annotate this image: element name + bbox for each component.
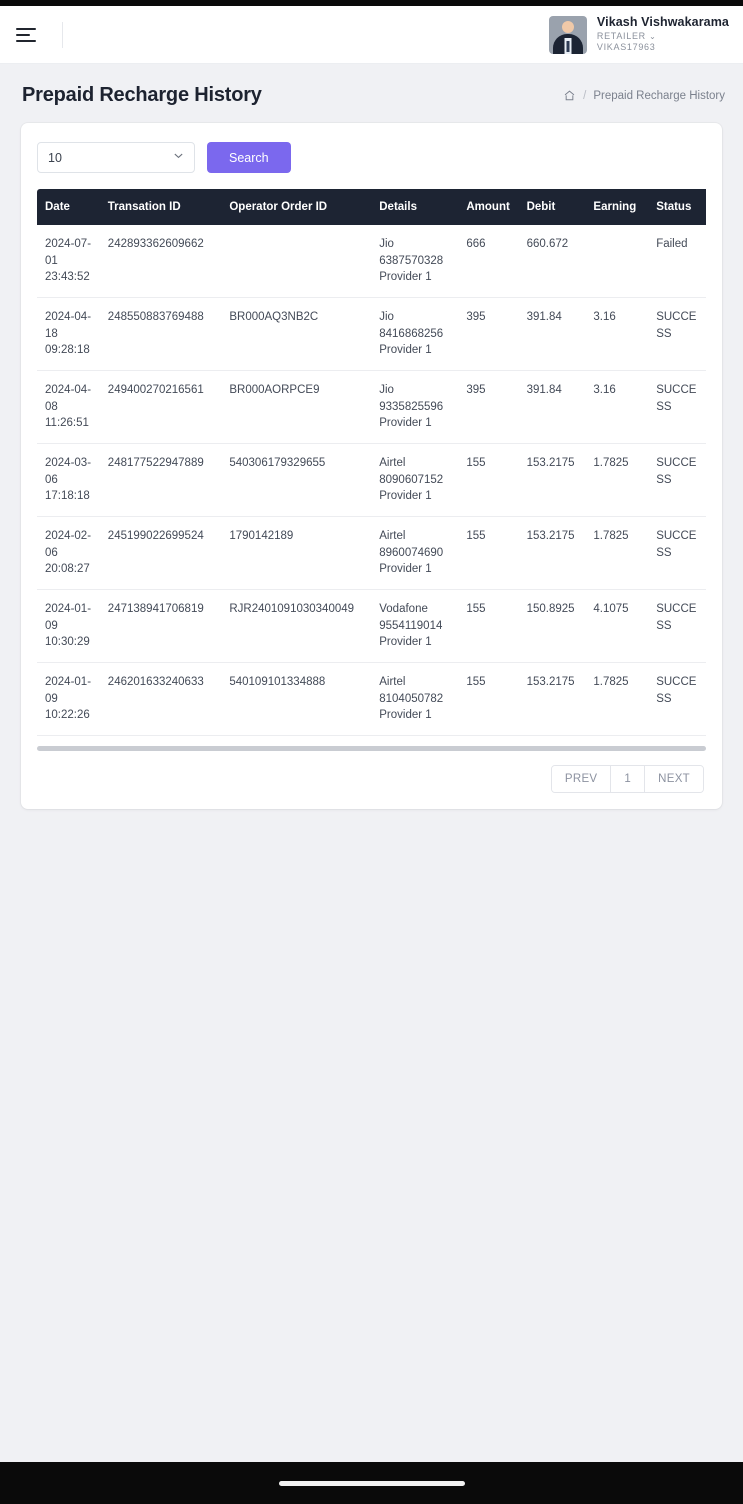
cell-amount: 395	[458, 298, 518, 371]
pagination	[21, 751, 722, 795]
cell-details: Airtel 8104050782 Provider 1	[371, 663, 458, 736]
cell-amount: 155	[458, 517, 518, 590]
device-nav-bar	[0, 1462, 743, 1504]
hamburger-icon[interactable]	[16, 28, 36, 42]
chevron-down-icon[interactable]: ⌄	[649, 32, 657, 42]
cell-amount: 666	[458, 225, 518, 298]
table-row	[37, 444, 706, 517]
header-divider	[62, 22, 63, 48]
table-row	[37, 298, 706, 371]
header-left	[16, 22, 63, 48]
history-card	[21, 123, 722, 809]
cell-operator-order-id: BR000AQ3NB2C	[221, 298, 371, 371]
table-row	[37, 371, 706, 444]
pagination-next[interactable]: NEXT	[644, 766, 703, 792]
cell-debit: 391.84	[519, 298, 586, 371]
app-header	[0, 6, 743, 64]
cell-transaction-id: 242893362609662	[100, 225, 222, 298]
user-role-label: RETAILER	[596, 31, 646, 42]
cell-status: SUCCESS	[648, 517, 706, 590]
pagination-page-1[interactable]: 1	[610, 766, 644, 792]
cell-operator-order-id: 540306179329655	[221, 444, 371, 517]
table-header-row	[37, 189, 706, 225]
search-button[interactable]: Search	[207, 142, 291, 173]
user-name: Vikash Vishwakarama	[596, 15, 729, 30]
column-header-5: Amount	[458, 189, 518, 225]
cell-earning: 1.7825	[585, 663, 648, 736]
table-head	[37, 189, 706, 225]
column-header-2: Transation ID	[100, 189, 222, 225]
cell-date: 2024-01-09 10:22:26	[37, 663, 100, 736]
table-row	[37, 590, 706, 663]
cell-amount: 155	[458, 444, 518, 517]
cell-date: 2024-02-06 20:08:27	[37, 517, 100, 590]
cell-transaction-id: 246201633240633	[100, 663, 222, 736]
table-row	[37, 225, 706, 298]
column-header-8: Status	[648, 189, 706, 225]
page-title: Prepaid Recharge History	[22, 84, 262, 106]
user-id: VIKAS17963	[596, 42, 656, 53]
cell-transaction-id: 248177522947889	[100, 444, 222, 517]
column-header-4: Details	[371, 189, 458, 225]
cell-operator-order-id: RJR2401091030340049	[221, 590, 371, 663]
cell-date: 2024-03-06 17:18:18	[37, 444, 100, 517]
cell-earning: 3.16	[585, 371, 648, 444]
cell-status: Failed	[648, 225, 706, 298]
cell-amount: 395	[458, 371, 518, 444]
table-row	[37, 517, 706, 590]
cell-date: 2024-01-09 10:30:29	[37, 590, 100, 663]
cell-debit: 660.672	[519, 225, 586, 298]
cell-operator-order-id: 540109101334888	[221, 663, 371, 736]
cell-date: 2024-07-01 23:43:52	[37, 225, 100, 298]
cell-earning: 3.16	[585, 298, 648, 371]
breadcrumb	[563, 89, 725, 102]
cell-transaction-id: 248550883769488	[100, 298, 222, 371]
cell-details: Jio 6387570328 Provider 1	[371, 225, 458, 298]
cell-earning: 4.1075	[585, 590, 648, 663]
cell-amount: 155	[458, 590, 518, 663]
cell-debit: 153.2175	[519, 517, 586, 590]
page-size-select-wrap	[37, 142, 195, 173]
user-info	[597, 15, 729, 53]
cell-status: SUCCESS	[648, 444, 706, 517]
column-header-3: Operator Order ID	[221, 189, 371, 225]
table-scroll-container[interactable]	[37, 189, 706, 744]
home-icon[interactable]	[563, 89, 576, 102]
cell-debit: 153.2175	[519, 444, 586, 517]
cell-operator-order-id: 1790142189	[221, 517, 371, 590]
cell-transaction-id: 245199022699524	[100, 517, 222, 590]
cell-status: SUCCESS	[648, 371, 706, 444]
avatar	[549, 16, 587, 54]
cell-transaction-id: 247138941706819	[100, 590, 222, 663]
user-role	[597, 31, 729, 42]
cell-status: SUCCESS	[648, 663, 706, 736]
cell-transaction-id: 249400270216561	[100, 371, 222, 444]
page-size-select[interactable]	[37, 142, 195, 173]
cell-status: SUCCESS	[648, 590, 706, 663]
cell-operator-order-id	[221, 225, 371, 298]
cell-operator-order-id: BR000AORPCE9	[221, 371, 371, 444]
user-menu[interactable]	[549, 15, 729, 53]
pagination-prev[interactable]: PREV	[552, 766, 611, 792]
cell-debit: 150.8925	[519, 590, 586, 663]
cell-debit: 153.2175	[519, 663, 586, 736]
cell-details: Jio 9335825596 Provider 1	[371, 371, 458, 444]
cell-details: Jio 8416868256 Provider 1	[371, 298, 458, 371]
breadcrumb-separator: /	[583, 89, 587, 102]
cell-status: SUCCESS	[648, 298, 706, 371]
recharge-history-table	[37, 189, 706, 736]
home-indicator[interactable]	[279, 1481, 465, 1486]
cell-date: 2024-04-18 09:28:18	[37, 298, 100, 371]
cell-details: Airtel 8090607152 Provider 1	[371, 444, 458, 517]
table-controls	[21, 142, 722, 189]
column-header-7: Earning	[585, 189, 648, 225]
cell-debit: 391.84	[519, 371, 586, 444]
column-header-6: Debit	[519, 189, 586, 225]
cell-details: Vodafone 9554119014 Provider 1	[371, 590, 458, 663]
table-body	[37, 225, 706, 736]
table-row	[37, 663, 706, 736]
pager-group	[551, 765, 704, 793]
breadcrumb-current: Prepaid Recharge History	[593, 89, 725, 102]
cell-earning: 1.7825	[585, 444, 648, 517]
cell-details: Airtel 8960074690 Provider 1	[371, 517, 458, 590]
page-header	[0, 64, 743, 123]
cell-earning: 1.7825	[585, 517, 648, 590]
column-header-1: Date	[37, 189, 100, 225]
cell-amount: 155	[458, 663, 518, 736]
cell-earning	[585, 225, 648, 298]
cell-date: 2024-04-08 11:26:51	[37, 371, 100, 444]
